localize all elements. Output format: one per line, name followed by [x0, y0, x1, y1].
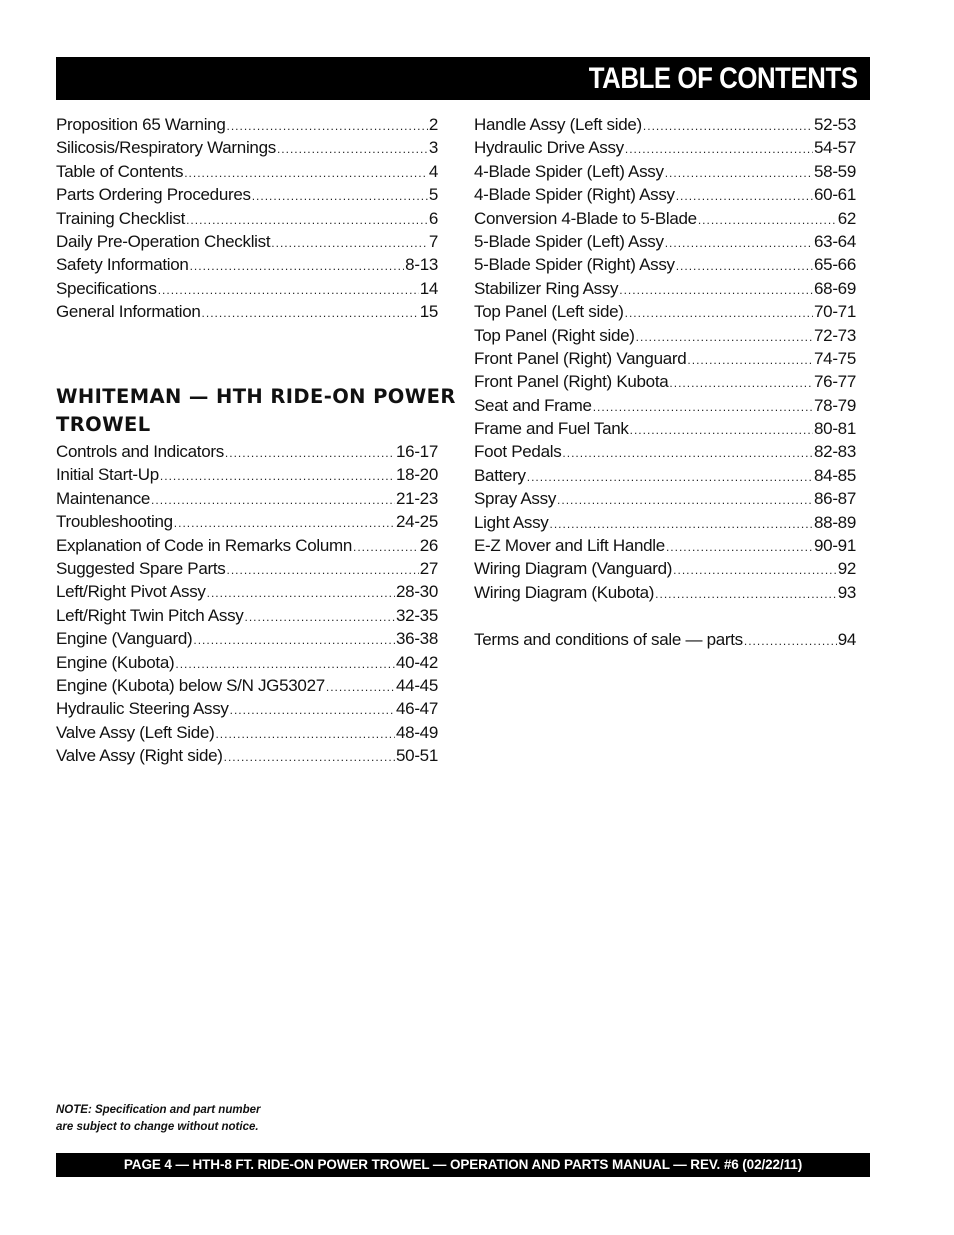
toc-entry[interactable] — [474, 324, 856, 347]
toc-leader-dots — [687, 349, 813, 372]
page-title: TABLE OF CONTENTS — [589, 62, 858, 95]
toc-entry-page: 80-81 — [814, 419, 856, 439]
toc-entry-title: Left/Right Pivot Assy — [56, 582, 206, 602]
toc-entry-title: 4-Blade Spider (Left) Assy — [474, 161, 664, 181]
toc-entry-page: 54-57 — [814, 138, 856, 158]
toc-entry-page: 63-64 — [814, 231, 856, 251]
toc-leader-dots — [226, 115, 427, 138]
toc-entry[interactable] — [474, 487, 856, 510]
toc-leader-dots — [193, 629, 395, 652]
toc-leader-dots — [202, 302, 419, 325]
toc-entry[interactable] — [474, 534, 856, 557]
toc-entry-page: 86-87 — [814, 489, 856, 509]
toc-entry-title: Wiring Diagram (Kubota) — [474, 582, 655, 602]
toc-right-list — [474, 113, 856, 651]
toc-entry[interactable] — [56, 487, 438, 510]
toc-entry-title: Frame and Fuel Tank — [474, 419, 629, 439]
toc-leader-dots — [252, 185, 428, 208]
page-footer: PAGE 4 — HTH-8 FT. RIDE-ON POWER TROWEL — OPERATION AND PARTS MANUAL — REV. #6 (02/22/11) — [56, 1153, 870, 1177]
toc-leader-dots — [224, 746, 395, 769]
toc-entry[interactable] — [474, 300, 856, 323]
toc-entry-page: 7 — [428, 231, 438, 251]
toc-leader-dots — [666, 536, 813, 559]
toc-entry-page: 52-53 — [814, 115, 856, 134]
toc-entry-page: 2 — [428, 115, 438, 134]
toc-entry-title: Specifications — [56, 278, 157, 298]
spec-change-note — [56, 1102, 260, 1136]
toc-entry-page: 60-61 — [814, 185, 856, 205]
toc-entry-title: Terms and conditions of sale — parts — [474, 629, 743, 649]
toc-leader-dots — [550, 513, 814, 536]
toc-entry-page: 14 — [419, 278, 438, 298]
toc-entry-page: 46-47 — [396, 699, 438, 719]
toc-entry-page: 68-69 — [814, 278, 856, 298]
toc-entry-page: 94 — [837, 629, 856, 649]
note-line-2: are subject to change without notice. — [56, 1121, 259, 1133]
toc-leader-dots — [665, 232, 813, 255]
toc-entry[interactable] — [56, 674, 438, 697]
toc-entry-page: 32-35 — [396, 605, 438, 625]
toc-leader-dots — [673, 559, 837, 582]
toc-entry[interactable] — [474, 230, 856, 253]
toc-leader-dots — [643, 115, 813, 138]
toc-entry-page: 21-23 — [396, 488, 438, 508]
toc-entry-page: 36-38 — [396, 629, 438, 649]
toc-entry-title: Conversion 4-Blade to 5-Blade — [474, 208, 697, 228]
toc-leader-dots — [527, 466, 813, 489]
toc-entry[interactable] — [56, 230, 438, 253]
toc-leader-dots — [184, 162, 428, 185]
toc-entry[interactable] — [474, 183, 856, 206]
toc-entry[interactable] — [56, 534, 438, 557]
toc-leader-dots — [698, 209, 837, 232]
toc-entry-terms[interactable] — [474, 628, 856, 651]
toc-leader-dots — [226, 559, 418, 582]
toc-entry-page: 48-49 — [396, 722, 438, 742]
toc-leader-dots — [277, 138, 428, 161]
toc-entry[interactable] — [56, 253, 438, 276]
toc-entry[interactable] — [56, 136, 438, 159]
toc-entry[interactable] — [474, 207, 856, 230]
list-spacer — [474, 604, 856, 627]
toc-leader-dots — [225, 442, 395, 465]
toc-leader-dots — [557, 489, 813, 512]
toc-entry-title: Left/Right Twin Pitch Assy — [56, 605, 244, 625]
toc-entry-title: Controls and Indicators — [56, 442, 224, 461]
toc-entry-title: Safety Information — [56, 255, 189, 275]
toc-entry-title: Troubleshooting — [56, 512, 173, 532]
toc-entry-title: Seat and Frame — [474, 395, 592, 415]
toc-entry-page: 3 — [428, 138, 438, 158]
toc-entry[interactable] — [56, 277, 438, 300]
toc-entry-page: 78-79 — [814, 395, 856, 415]
toc-entry-title: Handle Assy (Left side) — [474, 115, 642, 134]
toc-entry-title: Top Panel (Left side) — [474, 302, 624, 322]
toc-entry[interactable] — [56, 580, 438, 603]
toc-leader-dots — [655, 583, 837, 606]
toc-entry-title: E-Z Mover and Lift Handle — [474, 536, 665, 556]
toc-leader-dots — [151, 489, 395, 512]
toc-entry-title: Proposition 65 Warning — [56, 115, 226, 134]
toc-entry[interactable] — [56, 300, 438, 323]
toc-entry-page: 82-83 — [814, 442, 856, 462]
toc-entry[interactable] — [474, 394, 856, 417]
toc-leader-dots — [271, 232, 428, 255]
toc-leader-dots — [625, 302, 813, 325]
toc-entry-page: 93 — [837, 582, 856, 602]
toc-leader-dots — [625, 138, 813, 161]
section-heading: WHITEMAN — HTH RIDE-ON POWER TROWEL — [56, 385, 456, 436]
toc-leader-dots — [593, 396, 813, 419]
toc-entry-title: Engine (Vanguard) — [56, 629, 193, 649]
toc-entry-page: 16-17 — [396, 442, 438, 461]
toc-entry-title: Top Panel (Right side) — [474, 325, 635, 345]
toc-entry-title: Parts Ordering Procedures — [56, 185, 251, 205]
toc-entry-page: 26 — [419, 535, 438, 555]
toc-entry-page: 6 — [428, 208, 438, 228]
toc-leader-dots — [207, 582, 395, 605]
toc-entry-title: Foot Pedals — [474, 442, 562, 462]
toc-entry[interactable] — [56, 697, 438, 720]
toc-entry[interactable] — [474, 440, 856, 463]
toc-entry-title: Engine (Kubota) — [56, 652, 175, 672]
toc-entry[interactable] — [56, 744, 438, 767]
toc-entry[interactable] — [56, 160, 438, 183]
toc-leader-dots — [665, 162, 813, 185]
toc-leader-dots — [158, 279, 419, 302]
toc-entry-page: 70-71 — [814, 302, 856, 322]
toc-entry[interactable] — [474, 113, 856, 136]
toc-entry-title: Suggested Spare Parts — [56, 558, 226, 578]
toc-entry[interactable] — [474, 160, 856, 183]
toc-entry-title: Engine (Kubota) below S/N JG53027 — [56, 675, 325, 695]
toc-entry-title: Explanation of Code in Remarks Column — [56, 535, 352, 555]
toc-leader-dots — [676, 255, 813, 278]
toc-entry[interactable] — [56, 510, 438, 533]
toc-entry-page: 18-20 — [396, 465, 438, 485]
toc-entry[interactable] — [56, 721, 438, 744]
toc-leader-dots — [174, 512, 395, 535]
toc-entry-title: 5-Blade Spider (Right) Assy — [474, 255, 675, 275]
toc-leader-dots — [562, 442, 813, 465]
toc-leader-dots — [744, 630, 837, 653]
toc-entry-title: 4-Blade Spider (Right) Assy — [474, 185, 675, 205]
toc-left-top-list — [56, 113, 438, 324]
toc-leader-dots — [175, 653, 395, 676]
toc-entry-title: Spray Assy — [474, 489, 557, 509]
toc-entry-page: 84-85 — [814, 465, 856, 485]
toc-entry[interactable] — [474, 370, 856, 393]
toc-entry-title: Valve Assy (Left Side) — [56, 722, 215, 742]
toc-entry-title: 5-Blade Spider (Left) Assy — [474, 231, 664, 251]
toc-entry-title: Training Checklist — [56, 208, 186, 228]
toc-leader-dots — [630, 419, 813, 442]
toc-entry-title: Stabilizer Ring Assy — [474, 278, 619, 298]
toc-entry-title: Silicosis/Respiratory Warnings — [56, 138, 276, 158]
toc-entry[interactable] — [474, 347, 856, 370]
toc-entry-title: Battery — [474, 465, 526, 485]
toc-entry-page: 8-13 — [405, 255, 438, 275]
toc-entry-title: Daily Pre-Operation Checklist — [56, 231, 271, 251]
toc-entry-title: Light Assy — [474, 512, 549, 532]
toc-left-bottom-list — [56, 440, 438, 767]
toc-leader-dots — [190, 255, 405, 278]
toc-entry[interactable] — [474, 417, 856, 440]
toc-leader-dots — [326, 676, 395, 699]
toc-entry[interactable] — [56, 440, 438, 463]
toc-entry-page: 28-30 — [396, 582, 438, 602]
toc-entry[interactable] — [56, 207, 438, 230]
toc-entry-page: 76-77 — [814, 372, 856, 392]
toc-leader-dots — [619, 279, 813, 302]
toc-entry-title: Maintenance — [56, 488, 151, 508]
toc-entry[interactable] — [56, 463, 438, 486]
toc-entry-title: Front Panel (Right) Vanguard — [474, 348, 687, 368]
toc-entry-page: 15 — [419, 302, 438, 322]
header-bar — [56, 57, 870, 100]
toc-entry-page: 92 — [837, 559, 856, 579]
toc-entry-page: 74-75 — [814, 348, 856, 368]
toc-entry-page: 4 — [428, 161, 438, 181]
toc-leader-dots — [244, 606, 395, 629]
note-line-1: NOTE: Specification and part number — [56, 1104, 261, 1116]
toc-entry[interactable] — [474, 557, 856, 580]
toc-entry-title: Valve Assy (Right side) — [56, 746, 223, 766]
toc-entry-page: 72-73 — [814, 325, 856, 345]
toc-entry-page: 62 — [837, 208, 856, 228]
toc-entry[interactable] — [56, 113, 438, 136]
toc-entry[interactable] — [56, 651, 438, 674]
toc-entry[interactable] — [56, 557, 438, 580]
toc-entry-title: Front Panel (Right) Kubota — [474, 372, 669, 392]
toc-entry-title: Table of Contents — [56, 161, 184, 181]
toc-entry-page: 65-66 — [814, 255, 856, 275]
toc-entry-page: 58-59 — [814, 161, 856, 181]
toc-entry-page: 40-42 — [396, 652, 438, 672]
toc-entry-title: Hydraulic Steering Assy — [56, 699, 229, 719]
toc-entry[interactable] — [474, 581, 856, 604]
toc-entry-page: 50-51 — [396, 746, 438, 766]
toc-entry[interactable] — [56, 604, 438, 627]
toc-entry-page: 27 — [419, 558, 438, 578]
toc-entry-page: 88-89 — [814, 512, 856, 532]
toc-entry-page: 24-25 — [396, 512, 438, 532]
toc-entry[interactable] — [474, 511, 856, 534]
toc-leader-dots — [636, 326, 813, 349]
toc-entry-title: Hydraulic Drive Assy — [474, 138, 624, 158]
toc-entry-title: Initial Start-Up — [56, 465, 159, 485]
toc-leader-dots — [353, 536, 419, 559]
toc-leader-dots — [186, 209, 428, 232]
toc-entry[interactable] — [474, 136, 856, 159]
toc-entry-page: 44-45 — [396, 675, 438, 695]
toc-leader-dots — [230, 699, 395, 722]
toc-leader-dots — [676, 185, 813, 208]
toc-entry-title: General Information — [56, 302, 201, 322]
toc-entry[interactable] — [56, 627, 438, 650]
toc-entry[interactable] — [474, 277, 856, 300]
toc-entry[interactable] — [56, 183, 438, 206]
toc-entry-title: Wiring Diagram (Vanguard) — [474, 559, 673, 579]
toc-leader-dots — [160, 465, 395, 488]
toc-entry-page: 90-91 — [814, 536, 856, 556]
toc-leader-dots — [215, 723, 395, 746]
toc-entry-page: 5 — [428, 185, 438, 205]
toc-entry[interactable] — [474, 253, 856, 276]
toc-leader-dots — [669, 372, 813, 395]
toc-entry[interactable] — [474, 464, 856, 487]
